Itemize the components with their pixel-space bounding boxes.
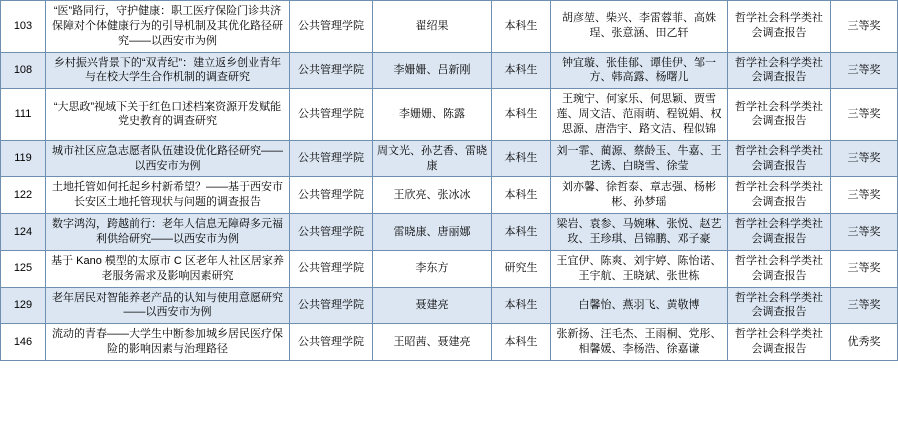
table-row	[1, 287, 898, 324]
cell-author: 聂建亮	[373, 287, 492, 324]
cell-level: 本科生	[492, 177, 551, 214]
cell-dept: 公共管理学院	[290, 89, 373, 141]
cell-dept: 公共管理学院	[290, 177, 373, 214]
cell-prize: 三等奖	[831, 1, 898, 53]
cell-dept: 公共管理学院	[290, 140, 373, 177]
cell-advisors: 刘一霏、蔺源、蔡龄玉、牛嘉、王艺诱、白晓雪、徐莹	[551, 140, 728, 177]
cell-title: 城市社区应急志愿者队伍建设优化路径研究——以西安市为例	[46, 140, 290, 177]
cell-prize: 三等奖	[831, 287, 898, 324]
cell-advisors: 钟宜璇、张佳郁、谭佳伊、邹一方、韩高露、杨曙儿	[551, 52, 728, 89]
cell-id: 129	[1, 287, 46, 324]
cell-id: 124	[1, 214, 46, 251]
table-row	[1, 324, 898, 361]
cell-id: 119	[1, 140, 46, 177]
cell-author: 王昭茜、聂建亮	[373, 324, 492, 361]
cell-id: 111	[1, 89, 46, 141]
cell-title: 老年居民对智能养老产品的认知与使用意愿研究——以西安市为例	[46, 287, 290, 324]
table-row	[1, 1, 898, 53]
cell-dept: 公共管理学院	[290, 287, 373, 324]
cell-title: 数字鸿沟，跨越前行：老年人信息无障碍多元福利供给研究——以西安市为例	[46, 214, 290, 251]
cell-category: 哲学社会科学类社会调查报告	[728, 324, 831, 361]
table-row	[1, 214, 898, 251]
cell-title: 流动的青春——大学生中断参加城乡居民医疗保险的影响因素与治理路径	[46, 324, 290, 361]
table-row	[1, 177, 898, 214]
cell-advisors: 白馨怡、燕羽飞、黄敬博	[551, 287, 728, 324]
cell-prize: 三等奖	[831, 140, 898, 177]
cell-prize: 三等奖	[831, 214, 898, 251]
cell-level: 本科生	[492, 287, 551, 324]
cell-id: 108	[1, 52, 46, 89]
cell-author: 李姗姗、吕新刚	[373, 52, 492, 89]
cell-dept: 公共管理学院	[290, 52, 373, 89]
cell-dept: 公共管理学院	[290, 214, 373, 251]
table-body	[1, 1, 898, 361]
cell-author: 王欣亮、张冰冰	[373, 177, 492, 214]
cell-level: 本科生	[492, 1, 551, 53]
cell-title: “医”路同行，守护健康：职工医疗保险门诊共济保障对个体健康行为的引导机制及其优化路径研究——以西安市为例	[46, 1, 290, 53]
cell-title: 乡村振兴背景下的“双青纪”：建立返乡创业青年与在校大学生合作机制的调查研究	[46, 52, 290, 89]
cell-author: 周文光、孙艺香、雷晓康	[373, 140, 492, 177]
cell-prize: 三等奖	[831, 177, 898, 214]
cell-author: 李姗姗、陈露	[373, 89, 492, 141]
cell-title: 基于 Kano 模型的太原市 C 区老年人社区居家养老服务需求及影响因素研究	[46, 250, 290, 287]
table-row	[1, 140, 898, 177]
cell-category: 哲学社会科学类社会调查报告	[728, 1, 831, 53]
cell-title: “大思政”视域下关于红色口述档案资源开发赋能党史教育的调查研究	[46, 89, 290, 141]
cell-category: 哲学社会科学类社会调查报告	[728, 250, 831, 287]
cell-level: 本科生	[492, 89, 551, 141]
cell-prize: 优秀奖	[831, 324, 898, 361]
cell-id: 146	[1, 324, 46, 361]
cell-category: 哲学社会科学类社会调查报告	[728, 52, 831, 89]
cell-advisors: 刘亦馨、徐哲泰、章志强、杨彬彬、孙梦瑶	[551, 177, 728, 214]
cell-id: 122	[1, 177, 46, 214]
cell-author: 李东方	[373, 250, 492, 287]
cell-prize: 三等奖	[831, 52, 898, 89]
cell-category: 哲学社会科学类社会调查报告	[728, 287, 831, 324]
table-row	[1, 52, 898, 89]
cell-category: 哲学社会科学类社会调查报告	[728, 140, 831, 177]
cell-advisors: 王宜伊、陈爽、刘宇婷、陈怡诺、王宇航、王晓斌、张世栋	[551, 250, 728, 287]
cell-category: 哲学社会科学类社会调查报告	[728, 214, 831, 251]
cell-prize: 三等奖	[831, 89, 898, 141]
cell-level: 本科生	[492, 324, 551, 361]
cell-author: 雷晓康、唐丽娜	[373, 214, 492, 251]
cell-advisors: 梁岩、袁参、马婉琳、张悦、赵艺玫、王珍琪、吕锦鹏、邓子豪	[551, 214, 728, 251]
cell-category: 哲学社会科学类社会调查报告	[728, 177, 831, 214]
cell-advisors: 胡彦堃、柴兴、李雷蓉菲、高姝珵、张意涵、田乙轩	[551, 1, 728, 53]
cell-dept: 公共管理学院	[290, 324, 373, 361]
cell-dept: 公共管理学院	[290, 1, 373, 53]
cell-level: 研究生	[492, 250, 551, 287]
cell-author: 翟绍果	[373, 1, 492, 53]
cell-category: 哲学社会科学类社会调查报告	[728, 89, 831, 141]
cell-advisors: 张新扬、汪毛杰、王雨桐、党彤、相馨媛、李杨浩、徐嘉谦	[551, 324, 728, 361]
cell-advisors: 王琬宁、何家乐、何思颖、贾雪莲、周文洁、范雨萌、程锐娟、权思源、唐浩宇、路文洁、程似锦	[551, 89, 728, 141]
cell-level: 本科生	[492, 214, 551, 251]
cell-prize: 三等奖	[831, 250, 898, 287]
cell-id: 103	[1, 1, 46, 53]
table-row	[1, 89, 898, 141]
cell-title: 土地托管如何托起乡村新希望？——基于西安市长安区土地托管现状与问题的调查报告	[46, 177, 290, 214]
cell-id: 125	[1, 250, 46, 287]
table-row	[1, 250, 898, 287]
cell-dept: 公共管理学院	[290, 250, 373, 287]
cell-level: 本科生	[492, 140, 551, 177]
cell-level: 本科生	[492, 52, 551, 89]
